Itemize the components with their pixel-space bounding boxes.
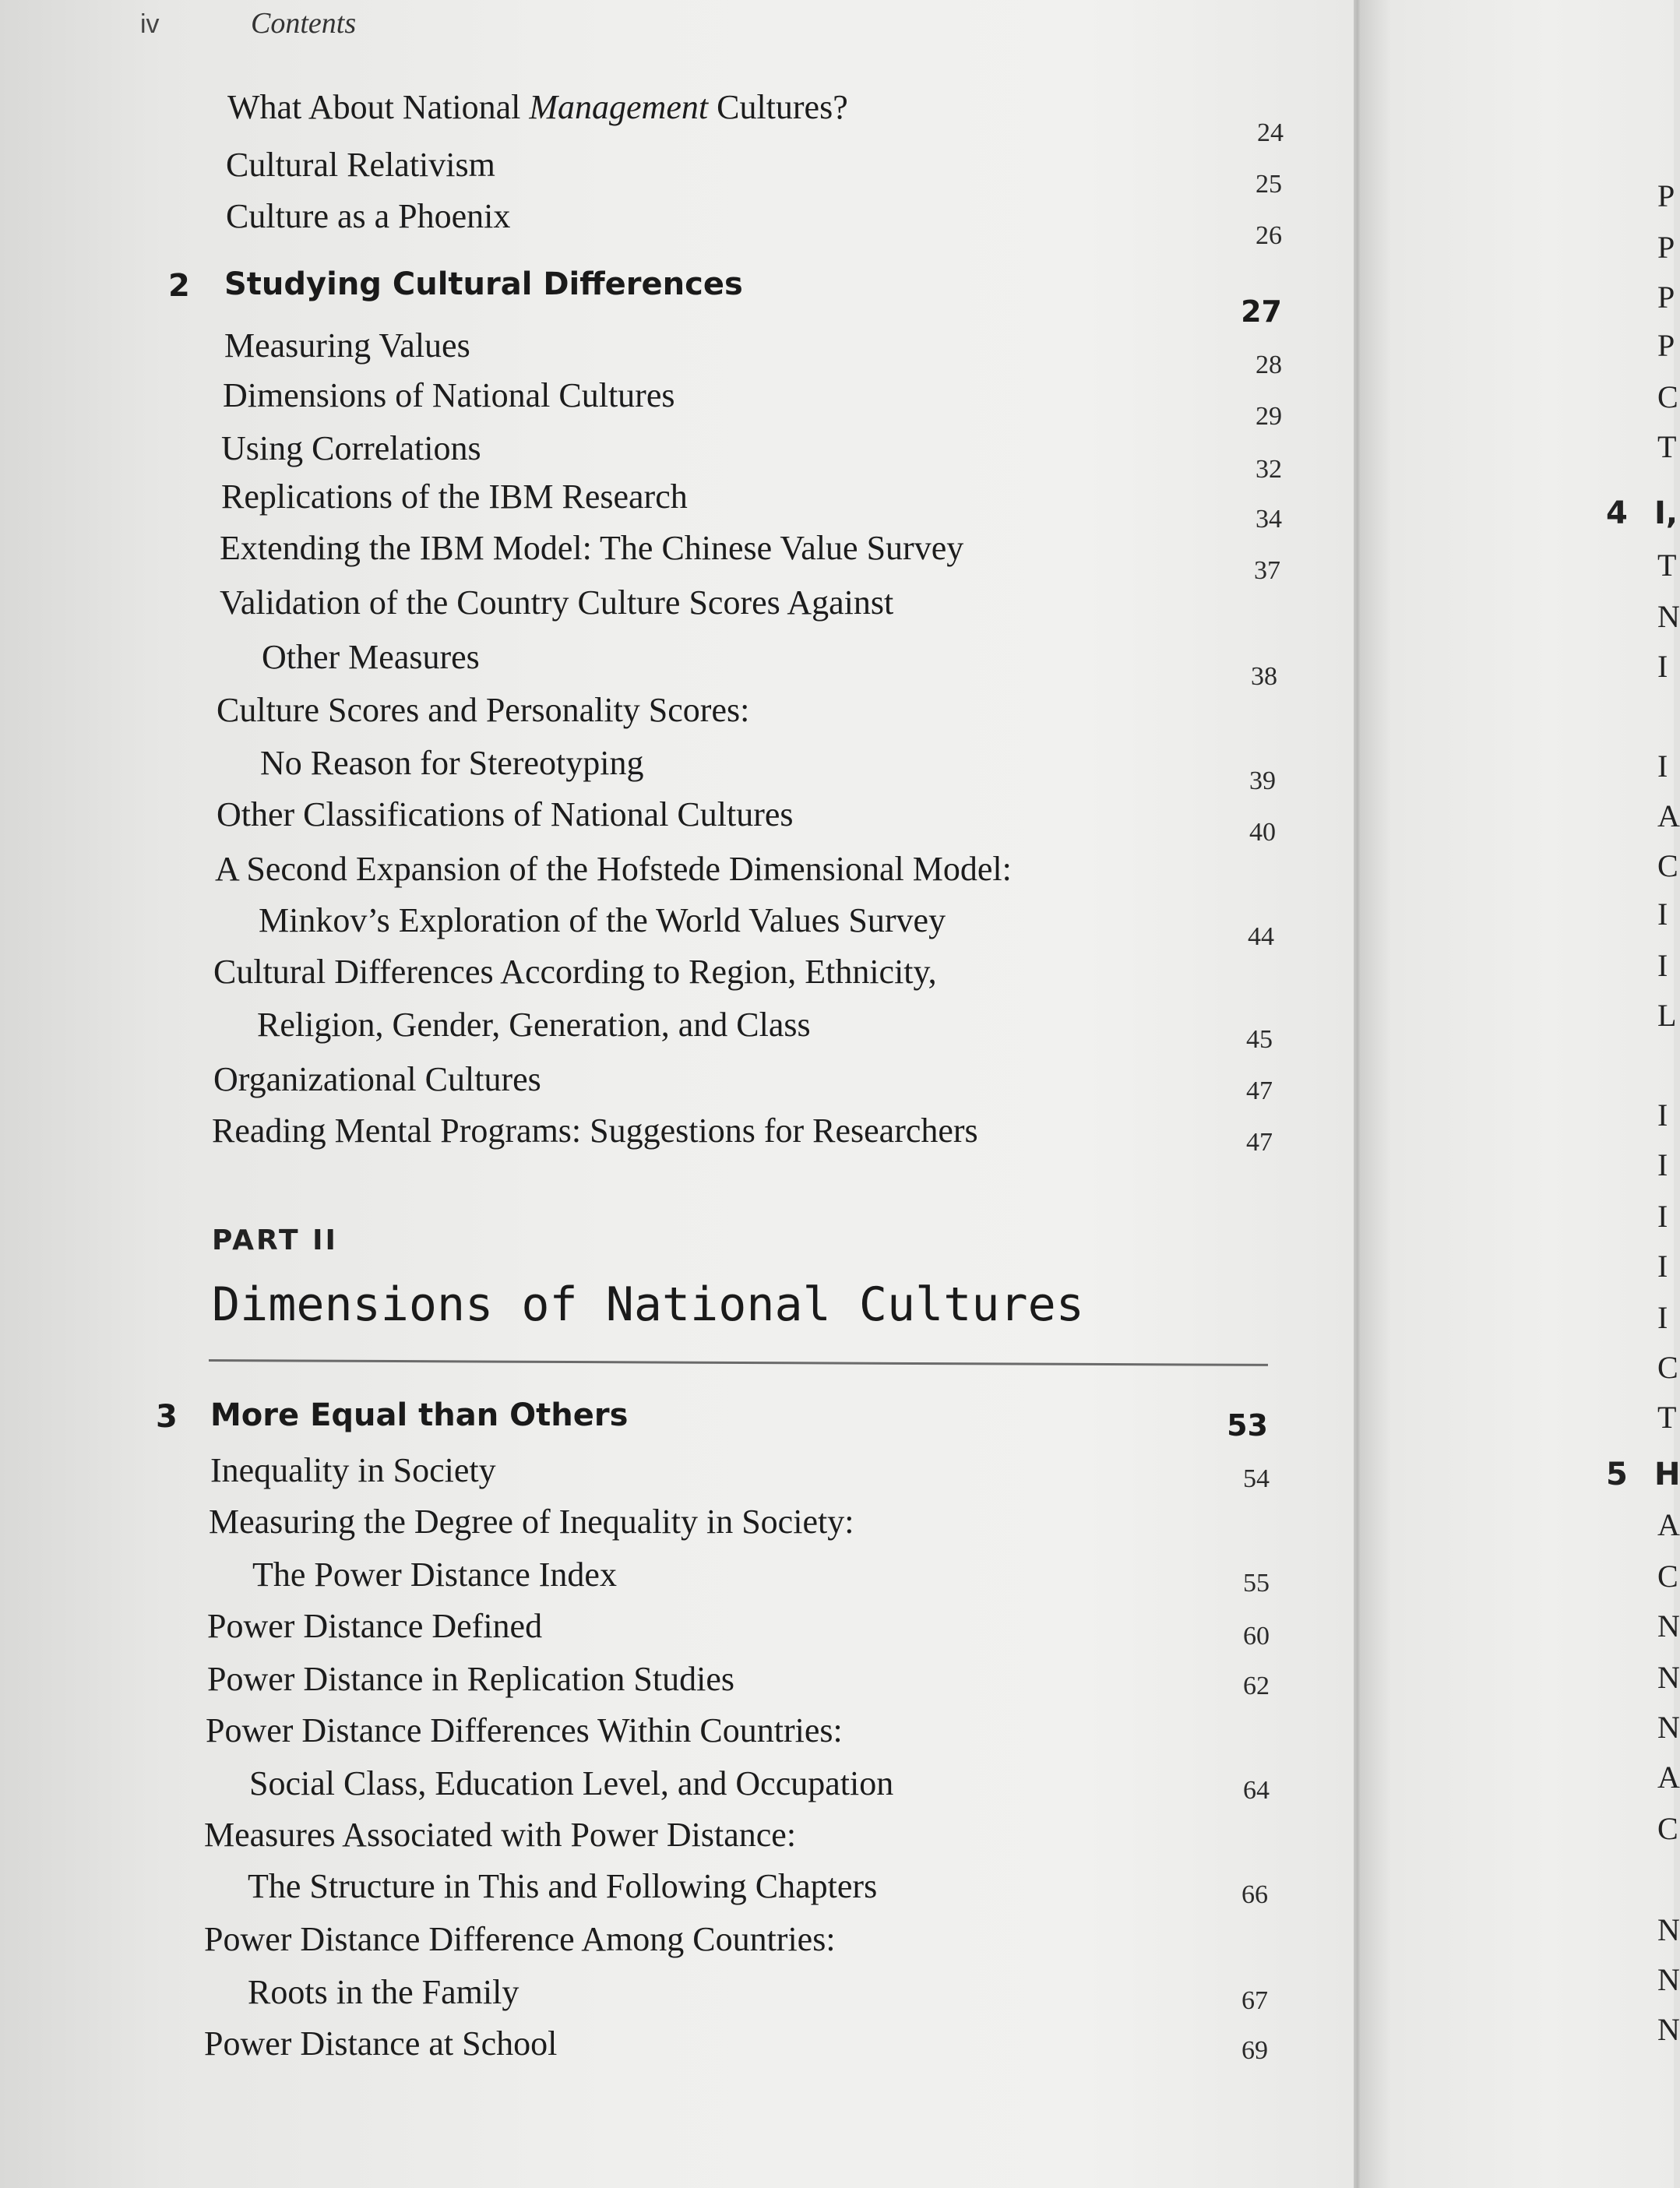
- toc-page-number: 54: [1243, 1464, 1270, 1493]
- toc-entry[interactable]: Power Distance Defined: [207, 1607, 543, 1645]
- right-page-letter: L: [1657, 998, 1677, 1033]
- chapter-title[interactable]: Studying Cultural Differences: [224, 266, 743, 302]
- toc-page-number: 64: [1243, 1776, 1270, 1805]
- toc-entry[interactable]: Measuring the Degree of Inequality in Society:: [209, 1503, 854, 1541]
- right-page-letter: C: [1657, 1559, 1678, 1594]
- right-page-letter: I: [1657, 649, 1668, 684]
- toc-entry[interactable]: Power Distance Difference Among Countries:: [204, 1920, 836, 1958]
- toc-entry[interactable]: Extending the IBM Model: The Chinese Value Survey: [220, 529, 964, 567]
- toc-entry[interactable]: Organizational Cultures: [213, 1060, 541, 1098]
- toc-page-number: 34: [1256, 505, 1282, 534]
- toc-page-number: 26: [1256, 221, 1282, 250]
- chapter-title[interactable]: More Equal than Others: [210, 1397, 629, 1433]
- right-page-letter: N: [1657, 1912, 1680, 1947]
- right-page-letter: I: [1657, 1249, 1668, 1284]
- right-page-letter: A: [1657, 1760, 1680, 1795]
- toc-entry[interactable]: Measuring Values: [224, 326, 470, 365]
- toc-page-number: 60: [1243, 1622, 1270, 1651]
- right-page-letter: N: [1657, 1660, 1680, 1695]
- right-page-letter: A: [1657, 1507, 1680, 1542]
- toc-page-number: 55: [1243, 1569, 1270, 1598]
- toc-page-number: 24: [1257, 118, 1284, 147]
- toc-page-number: 28: [1256, 351, 1282, 379]
- right-page-letter: I: [1657, 1098, 1668, 1133]
- right-page-letter: N: [1657, 599, 1680, 634]
- running-header: Contents: [251, 7, 357, 40]
- right-page-letter: P: [1657, 280, 1675, 315]
- toc-entry[interactable]: Culture as a Phoenix: [226, 197, 511, 235]
- toc-page-number: 32: [1256, 455, 1282, 484]
- toc-page-number: 66: [1242, 1880, 1268, 1909]
- chapter-page-number: 53: [1227, 1408, 1268, 1443]
- toc-page-number: 38: [1251, 662, 1277, 691]
- right-page-letter: T: [1657, 429, 1677, 464]
- right-page-letter: T: [1657, 1400, 1677, 1435]
- toc-entry[interactable]: Power Distance in Replication Studies: [207, 1660, 734, 1698]
- toc-page-number: 69: [1242, 2036, 1268, 2065]
- right-page-chapter-number: 5: [1606, 1457, 1628, 1492]
- right-page-letter: N: [1657, 2012, 1680, 2047]
- right-page-letter: C: [1657, 379, 1678, 414]
- toc-page-number: 47: [1246, 1076, 1273, 1105]
- toc-entry[interactable]: Cultural Differences According to Region, Ethnicity,: [213, 953, 937, 991]
- toc-entry-continuation[interactable]: Other Measures: [262, 638, 480, 676]
- toc-page-number: 47: [1246, 1128, 1273, 1157]
- part-title[interactable]: Dimensions of National Cultures: [212, 1277, 1084, 1332]
- toc-page-number: 62: [1243, 1672, 1270, 1700]
- toc-page-number: 29: [1256, 402, 1282, 431]
- toc-entry[interactable]: Inequality in Society: [210, 1451, 496, 1489]
- toc-entry[interactable]: Power Distance Differences Within Countries:: [206, 1711, 843, 1749]
- toc-entry[interactable]: Culture Scores and Personality Scores:: [217, 691, 750, 729]
- toc-entry[interactable]: A Second Expansion of the Hofstede Dimensional Model:: [215, 850, 1012, 888]
- right-page-letter: I: [1657, 1300, 1668, 1335]
- toc-entry[interactable]: Replications of the IBM Research: [221, 477, 688, 516]
- right-page-chapter-title: I,: [1654, 495, 1678, 531]
- toc-entry-continuation[interactable]: The Structure in This and Following Chapters: [248, 1867, 878, 1905]
- right-page-letter: T: [1657, 548, 1677, 583]
- toc-entry[interactable]: Measures Associated with Power Distance:: [204, 1816, 797, 1854]
- toc-entry[interactable]: What About National Management Cultures?: [227, 88, 848, 126]
- right-page-letter: C: [1657, 1350, 1678, 1385]
- right-page-chapter-title: H: [1654, 1457, 1680, 1492]
- toc-entry[interactable]: Other Classifications of National Cultures: [217, 795, 794, 833]
- chapter-page-number: 27: [1241, 294, 1282, 329]
- toc-entry[interactable]: Using Correlations: [221, 429, 481, 467]
- right-page-letter: C: [1657, 1811, 1678, 1846]
- right-page-letter: N: [1657, 1608, 1680, 1644]
- toc-entry-continuation[interactable]: Roots in the Family: [248, 1973, 519, 2011]
- toc-page-number: 25: [1256, 170, 1282, 199]
- page-number: iv: [140, 9, 160, 39]
- toc-entry-continuation[interactable]: Minkov’s Exploration of the World Values Survey: [259, 901, 946, 939]
- chapter-number: 3: [156, 1399, 178, 1435]
- right-page-chapter-number: 4: [1606, 495, 1628, 531]
- right-page-letter: P: [1657, 230, 1675, 265]
- toc-page-number: 45: [1246, 1025, 1273, 1054]
- toc-entry[interactable]: Reading Mental Programs: Suggestions for Researchers: [212, 1112, 978, 1150]
- right-page-letter: N: [1657, 1962, 1680, 1997]
- toc-entry[interactable]: Dimensions of National Cultures: [223, 376, 675, 414]
- right-page-letter: I: [1657, 1199, 1668, 1234]
- right-page-letter: C: [1657, 848, 1678, 883]
- toc-page-number: 44: [1248, 922, 1274, 951]
- toc-page-number: 39: [1249, 766, 1276, 795]
- right-page-letter: P: [1657, 328, 1675, 363]
- toc-entry[interactable]: Validation of the Country Culture Scores Against: [220, 583, 894, 622]
- toc-entry-continuation[interactable]: Religion, Gender, Generation, and Class: [257, 1006, 811, 1044]
- right-page-letter: I: [1657, 1147, 1668, 1182]
- toc-page-number: 40: [1249, 818, 1276, 847]
- toc-page-number: 37: [1254, 556, 1280, 585]
- right-page-letter: N: [1657, 1710, 1680, 1745]
- chapter-number: 2: [168, 268, 190, 304]
- toc-entry[interactable]: Power Distance at School: [204, 2024, 558, 2063]
- toc-entry-continuation[interactable]: Social Class, Education Level, and Occupation: [249, 1764, 894, 1802]
- right-page-letter: I: [1657, 749, 1668, 784]
- part-label: PART II: [212, 1224, 338, 1256]
- toc-entry-continuation[interactable]: No Reason for Stereotyping: [260, 744, 644, 782]
- right-page-letter: I: [1657, 948, 1668, 983]
- toc-entry[interactable]: Cultural Relativism: [226, 146, 495, 184]
- right-page: [1360, 0, 1677, 2188]
- right-page-letter: I: [1657, 897, 1668, 932]
- toc-page-number: 67: [1242, 1986, 1268, 2015]
- right-page-letter: A: [1657, 798, 1680, 833]
- toc-entry-continuation[interactable]: The Power Distance Index: [252, 1556, 617, 1594]
- right-page-letter: P: [1657, 178, 1675, 213]
